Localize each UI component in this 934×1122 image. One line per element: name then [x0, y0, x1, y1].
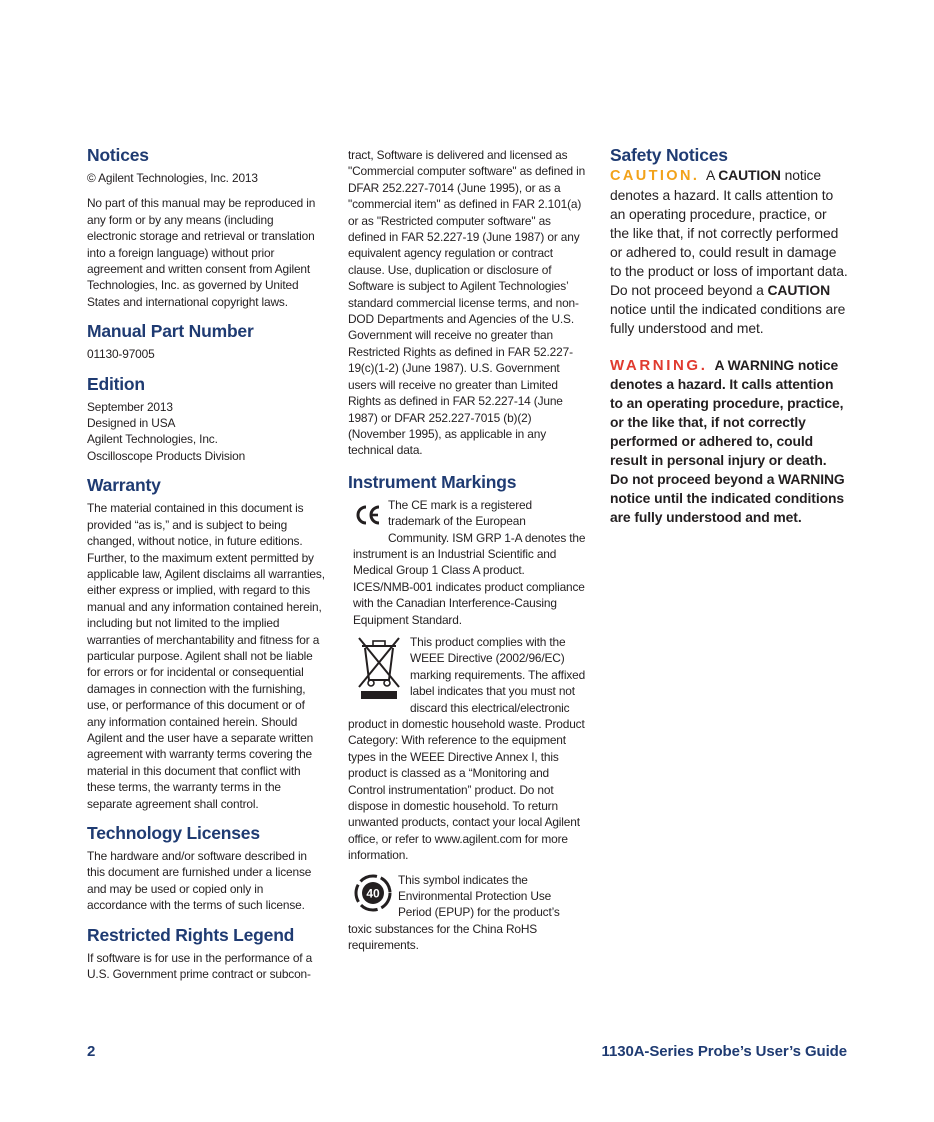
left-column [87, 144, 325, 992]
caution-notice [610, 166, 848, 338]
technology-licenses-heading: Technology Licenses [87, 823, 260, 843]
weee-marking-block [348, 634, 586, 864]
warning-label: WARNING. [610, 357, 708, 374]
right-column [610, 144, 848, 527]
warning-text: A WARNING notice denotes a hazard. It calls attention to an operating procedure, practice, or the like that, if not correctly performed or adhered to, could result in personal injury or death. Do not proceed beyond a WARNING notice until the indicated conditions are fully understood and met. [610, 357, 845, 525]
instrument-markings-heading: Instrument Markings [348, 471, 517, 492]
weee-text: This product complies with the WEEE Directive (2002/96/EC) marking requirements. The affixed label indicates that you must not discard this electrical/electronic product in domestic household waste. Product Category: With reference to the equipment types in the WEEE Directive Annex I, this product is classed as a “Monitoring and Control instrumentation” product. Do not dispose in domestic household. To return unwanted products, contact your local Agilent office, or refer to www.agilent.com for more information. [348, 634, 586, 863]
caution-bold-1: CAUTION [718, 167, 781, 183]
epup-marking-block [348, 872, 586, 954]
technology-licenses-body: The hardware and/or software described in this document are furnished under a license and may be used or copied only in accordance with the terms of such license. [87, 849, 312, 913]
ce-mark-icon [348, 497, 388, 533]
warranty-body: The material contained in this document is provided “as is,” and is subject to being changed, without notice, in future editions. Further, to the maximum extent permitted by applicable law, Agilent disclaims all warranties, either express or implied, with regard to this manual and any information contained herein, including but not limited to the implied warranties of merchantability and fitness for a particular purpose. Agilent shall not be liable for errors or for incidental or consequential damages in connection with the furnishing, use, or performance of this document or of any information contained herein. Should Agilent and the user have a separate written agreement with warranty terms covering the material in this document that conflict with these terms, the warranty terms in the separate agreement shall control. [87, 501, 325, 811]
edition-heading: Edition [87, 373, 145, 394]
safety-notices-heading: Safety Notices [610, 145, 728, 165]
warranty-heading: Warranty [87, 475, 161, 496]
caution-bold-2: CAUTION [767, 282, 831, 298]
notices-heading: Notices [87, 145, 149, 165]
epup-text: This symbol indicates the Environmental Protection Use Period (EPUP) for the product’s toxic substances for the China RoHS requirements. [348, 872, 560, 953]
epup-40-label: 40 [366, 886, 380, 901]
notices-copyright: © Agilent Technologies, Inc. 2013 [87, 171, 258, 185]
guide-title: 1130A-Series Probe’s User’s Guide [601, 1043, 847, 1060]
part-number-section [87, 320, 325, 362]
caution-label: CAUTION. [610, 168, 700, 184]
notices-body: No part of this manual may be reproduced in any form or by any means (including electronic storage and retrieval or translation into a foreign language) without prior agreement and written consent from Agilent Technologies, Inc. as governed by United States and international copyright laws. [87, 196, 316, 309]
ce-marking-block [348, 497, 586, 628]
restricted-rights-continued: tract, Software is delivered and licensed as "Commercial computer software" as defined in DFAR 252.227-7014 (June 1995), or as a "commercial item" as defined in FAR 2.101(a) or as "Restricted computer software" as defined in FAR 52.227-19 (June 1987) or any equivalent agency regulation or contract clause. Use, duplication or disclosure of Software is subject to Agilent Technologies’ standard commercial license terms, and non-DOD Departments and Agencies of the U.S. Government will receive no greater than Restricted Rights as defined in FAR 52.227-19(c)(1-2) (June 1987). U.S. Government users will receive no greater than Limited Rights as defined in FAR 52.227-14 (June 1987) or DFAR 252.227-7015 (b)(2) (November 1995), as applicable in any technical data. [348, 148, 586, 458]
warning-notice [610, 356, 848, 527]
part-number-value: 01130-97005 [87, 347, 155, 362]
page-number: 2 [87, 1043, 96, 1060]
restricted-rights-heading: Restricted Rights Legend [87, 924, 295, 945]
restricted-rights-section [87, 924, 325, 983]
ce-mark-text: The CE mark is a registered trademark of the European Community. ISM GRP 1-A denotes the instrument is an Industrial Scientific and Medical Group 1 Class A product. ICES/NMB-001 indicates product compliance with the Canadian Interference-Causing Equipment Standard. [353, 497, 586, 627]
part-number-heading: Manual Part Number [87, 321, 254, 342]
edition-line: Oscilloscope Products Division [87, 448, 246, 463]
caution-end: notice until the indicated conditions are fully understood and met. [610, 301, 846, 336]
caution-mid: notice denotes a hazard. It calls attention to an operating procedure, practice, or the like that, if not correctly performed or adhered to, could result in damage to the product or loss of important data. Do not proceed beyond a [610, 167, 848, 298]
technology-licenses-section [87, 822, 325, 914]
weee-bin-icon [348, 634, 410, 714]
caution-a: A [706, 167, 715, 183]
edition-line: Designed in USA [87, 416, 176, 431]
edition-line: September 2013 [87, 399, 173, 414]
epup-40-icon [348, 872, 398, 914]
notices-section [87, 144, 325, 310]
warranty-section [87, 474, 325, 812]
edition-line: Agilent Technologies, Inc. [87, 432, 218, 447]
edition-section [87, 373, 325, 465]
middle-column [348, 147, 586, 954]
restricted-rights-body: If software is for use in the performance of a U.S. Government prime contract or subcon- [87, 950, 313, 982]
